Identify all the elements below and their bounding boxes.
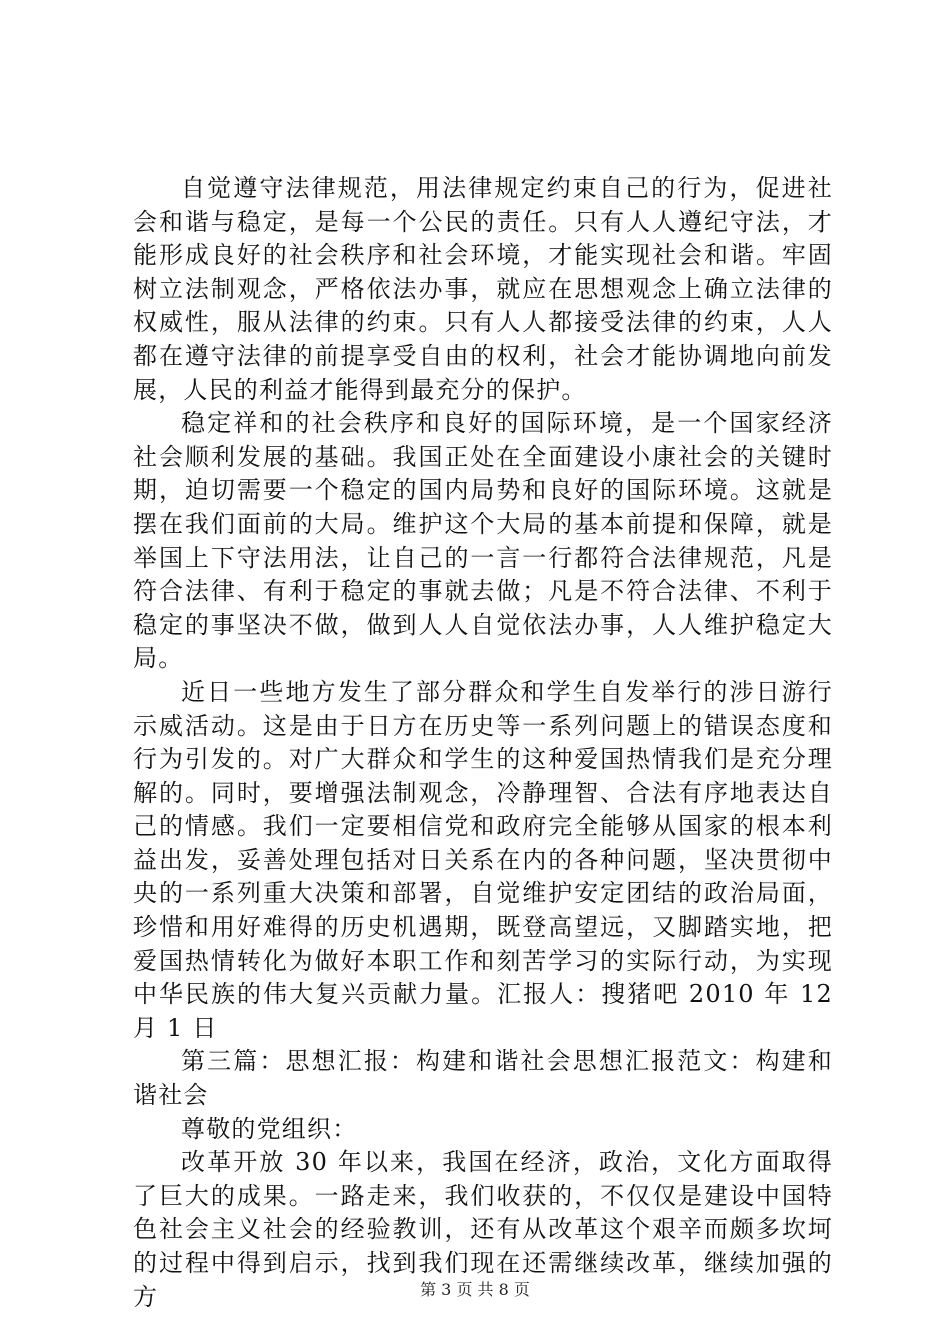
document-body [133, 172, 833, 1314]
page-footer: 第 3 页 共 8 页 [420, 1280, 530, 1299]
paragraph-patriotic-rally: 近日一些地方发生了部分群众和学生自发举行的涉日游行示威活动。这是由于日方在历史等一系列问题上的错误态度和行为引发的。对广大群众和学生的这种爱国热情我们是充分理解的。同时，要增强法制观念，冷静理智、合法有序地表达自己的情感。我们一定要相信党和政府完全能够从国家的根本利益出发，妥善处理包括对日关系在内的各种问题，坚决贯彻中央的一系列重大决策和部署，自觉维护安定团结的政治局面，珍惜和用好难得的历史机遇期，既登高望远，又脚踏实地，把爱国热情转化为做好本职工作和刻苦学习的实际行动，为实现中华民族的伟大复兴贡献力量。汇报人：搜猪吧 2010 年 12 月 1 日 [133, 677, 833, 1042]
salutation: 尊敬的党组织： [181, 1114, 358, 1143]
paragraph-social-stability: 稳定祥和的社会秩序和良好的国际环境，是一个国家经济社会顺利发展的基础。我国正处在全面建设小康社会的关键时期，迫切需要一个稳定的国内局势和良好的国际环境。这就是摆在我们面前的大局。维护这个大局的基本前提和保障，就是举国上下守法用法，让自己的一言一行都符合法律规范，凡是符合法律、有利于稳定的事就去做；凡是不符合法律、不利于稳定的事坚决不做，做到人人自觉依法办事，人人维护稳定大局。 [133, 409, 833, 673]
section-heading: 第三篇：思想汇报：构建和谐社会思想汇报范文：构建和谐社会 [133, 1047, 833, 1110]
paragraph-law-compliance: 自觉遵守法律规范，用法律规定约束自己的行为，促进社会和谐与稳定，是每一个公民的责任。只有人人遵纪守法，才能形成良好的社会秩序和社会环境，才能实现社会和谐。牢固树立法制观念，严格依法办事，就应在思想观念上确立法律的权威性，服从法律的约束。只有人人都接受法律的约束，人人都在遵守法律的前提享受自由的权利，社会才能协调地向前发展，人民的利益才能得到最充分的保护。 [133, 174, 833, 404]
paragraph-reform-opening: 改革开放 30 年以来，我国在经济，政治，文化方面取得了巨大的成果。一路走来，我们收获的，不仅仅是建设中国特色社会主义社会的经验教训，还有从改革这个艰辛而颇多坎坷的过程中得到启示，找到我们现在还需继续改革，继续加强的方 [133, 1148, 833, 1311]
